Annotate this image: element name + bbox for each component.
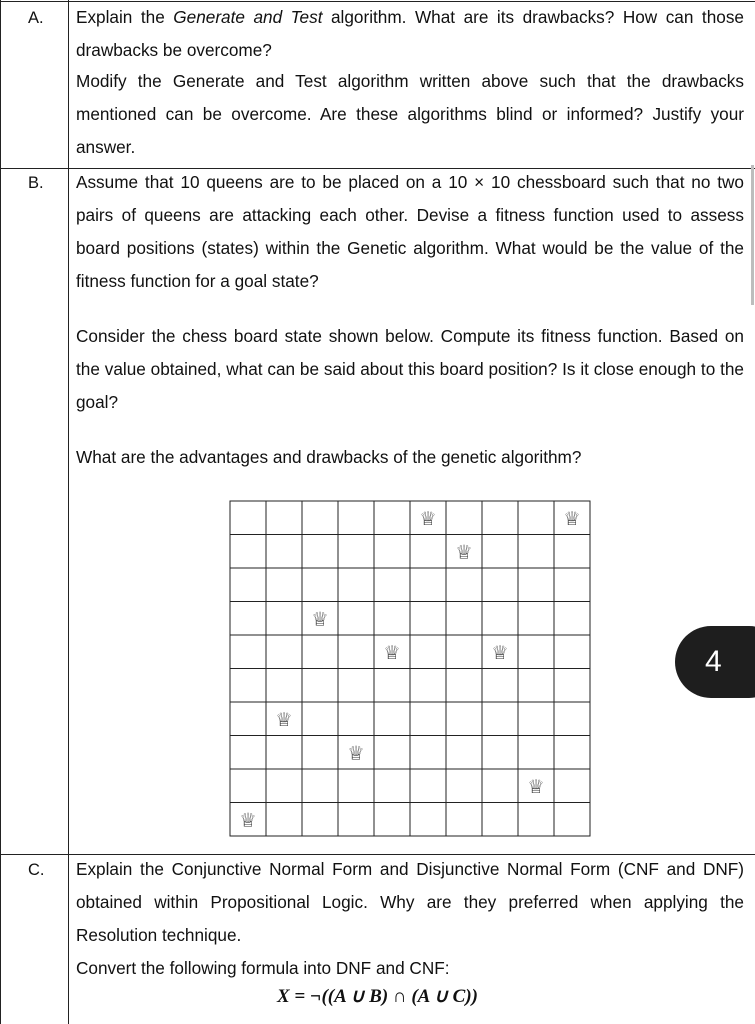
section-a-text-post: algorithm. What are its drawbacks? How can those drawbacks be overcome? bbox=[76, 7, 744, 60]
scrollbar-edge[interactable] bbox=[751, 165, 754, 305]
queen-icon: ♕ bbox=[275, 708, 293, 731]
board-square bbox=[410, 803, 446, 837]
board-square bbox=[374, 803, 410, 837]
board-square bbox=[554, 769, 590, 803]
board-square bbox=[374, 535, 410, 569]
queen-icon: ♕ bbox=[239, 809, 257, 832]
board-square bbox=[446, 803, 482, 837]
board-square bbox=[302, 769, 338, 803]
board-square bbox=[374, 602, 410, 636]
board-square bbox=[518, 803, 554, 837]
section-a-paragraph-2: Modify the Generate and Test algorithm written above such that the drawbacks mentioned can be overcome. Are these algorithms blind or informed? Justify your answer. bbox=[76, 71, 744, 157]
board-square bbox=[230, 501, 266, 535]
board-square bbox=[338, 602, 374, 636]
board-square bbox=[410, 535, 446, 569]
board-square bbox=[482, 535, 518, 569]
formula: X = ¬((A ∪ B) ∩ (A ∪ C)) bbox=[276, 986, 479, 1007]
board-square bbox=[374, 702, 410, 736]
board-square bbox=[482, 501, 518, 535]
board-square bbox=[410, 602, 446, 636]
section-b-label: B. bbox=[28, 174, 44, 192]
board-square bbox=[266, 501, 302, 535]
board-square bbox=[410, 635, 446, 669]
board-square bbox=[302, 501, 338, 535]
board-square bbox=[482, 803, 518, 837]
board-square bbox=[410, 769, 446, 803]
board-square bbox=[554, 602, 590, 636]
board-square bbox=[374, 736, 410, 770]
board-square bbox=[446, 669, 482, 703]
board-square bbox=[338, 702, 374, 736]
board-square bbox=[518, 602, 554, 636]
board-square bbox=[374, 769, 410, 803]
section-c-label: C. bbox=[28, 861, 45, 879]
board-square bbox=[446, 568, 482, 602]
table-rule-label-divider bbox=[68, 0, 69, 1024]
board-square bbox=[302, 669, 338, 703]
queen-icon: ♕ bbox=[347, 742, 365, 765]
board-square bbox=[338, 769, 374, 803]
section-a-paragraph-1 bbox=[76, 1, 744, 67]
queen-icon: ♕ bbox=[491, 641, 509, 664]
board-square bbox=[266, 736, 302, 770]
board-square bbox=[266, 535, 302, 569]
board-square bbox=[410, 669, 446, 703]
board-square bbox=[446, 736, 482, 770]
board-square bbox=[554, 568, 590, 602]
section-a-text-pre: Explain the bbox=[76, 7, 174, 27]
board-square bbox=[554, 535, 590, 569]
board-square bbox=[446, 635, 482, 669]
board-square bbox=[230, 568, 266, 602]
board-square bbox=[374, 501, 410, 535]
board-square bbox=[518, 635, 554, 669]
board-square bbox=[266, 602, 302, 636]
queen-icon: ♕ bbox=[383, 641, 401, 664]
board-square bbox=[266, 568, 302, 602]
board-square bbox=[518, 736, 554, 770]
queen-icon: ♕ bbox=[311, 608, 329, 631]
board-square bbox=[554, 736, 590, 770]
queen-icon: ♕ bbox=[563, 507, 581, 530]
board-square bbox=[230, 769, 266, 803]
board-square bbox=[518, 669, 554, 703]
board-square bbox=[338, 803, 374, 837]
board-square bbox=[230, 736, 266, 770]
board-square bbox=[374, 568, 410, 602]
board-square bbox=[302, 635, 338, 669]
board-square bbox=[482, 568, 518, 602]
board-square bbox=[482, 702, 518, 736]
board-square bbox=[482, 769, 518, 803]
board-square bbox=[266, 669, 302, 703]
board-square bbox=[266, 803, 302, 837]
board-square bbox=[518, 702, 554, 736]
board-square bbox=[266, 769, 302, 803]
board-square bbox=[482, 736, 518, 770]
board-square bbox=[518, 535, 554, 569]
board-square bbox=[302, 702, 338, 736]
board-square bbox=[230, 702, 266, 736]
board-square bbox=[302, 535, 338, 569]
board-square bbox=[446, 702, 482, 736]
board-square bbox=[266, 635, 302, 669]
section-b-paragraph-2: Consider the chess board state shown below. Compute its fitness function. Based on the value obtained, what can be said about this board position? Is it close enough to the goal? bbox=[76, 326, 744, 412]
board-square bbox=[338, 669, 374, 703]
board-square bbox=[230, 669, 266, 703]
page-number-badge[interactable]: 4 bbox=[675, 626, 755, 698]
board-square bbox=[518, 501, 554, 535]
queen-icon: ♕ bbox=[527, 775, 545, 798]
chessboard bbox=[229, 500, 591, 837]
queen-icon: ♕ bbox=[419, 507, 437, 530]
board-square bbox=[518, 568, 554, 602]
board-square bbox=[302, 803, 338, 837]
board-square bbox=[482, 669, 518, 703]
board-square bbox=[338, 535, 374, 569]
board-square bbox=[410, 736, 446, 770]
board-square bbox=[482, 602, 518, 636]
board-square bbox=[446, 501, 482, 535]
board-square bbox=[230, 602, 266, 636]
board-square bbox=[554, 635, 590, 669]
board-square bbox=[338, 568, 374, 602]
board-square bbox=[338, 635, 374, 669]
board-square bbox=[554, 669, 590, 703]
board-square bbox=[302, 736, 338, 770]
table-rule-left bbox=[0, 0, 1, 1024]
board-square bbox=[302, 568, 338, 602]
board-square bbox=[230, 535, 266, 569]
board-square bbox=[230, 635, 266, 669]
board-square bbox=[554, 803, 590, 837]
section-b-paragraph-1: Assume that 10 queens are to be placed on a 10 × 10 chessboard such that no two pairs of queens are attacking each other. Devise a fitness function used to assess board positions (states) within the Genetic algorithm. What would be the value of the fitness function for a goal state? bbox=[76, 172, 744, 291]
board-square bbox=[338, 501, 374, 535]
section-b-paragraph-3: What are the advantages and drawbacks of the genetic algorithm? bbox=[76, 447, 582, 467]
section-c-paragraph-2: Convert the following formula into DNF and CNF: bbox=[76, 958, 450, 978]
section-a-label: A. bbox=[28, 9, 44, 27]
board-square bbox=[374, 669, 410, 703]
board-square bbox=[446, 602, 482, 636]
board-square bbox=[554, 702, 590, 736]
board-square bbox=[446, 769, 482, 803]
section-a-text-em: Generate and Test bbox=[173, 7, 323, 27]
section-c-paragraph-1: Explain the Conjunctive Normal Form and Disjunctive Normal Form (CNF and DNF) obtained within Propositional Logic. Why are they preferred when applying the Resolution technique. bbox=[76, 859, 744, 945]
queen-icon: ♕ bbox=[455, 541, 473, 564]
board-square bbox=[410, 568, 446, 602]
board-square bbox=[410, 702, 446, 736]
